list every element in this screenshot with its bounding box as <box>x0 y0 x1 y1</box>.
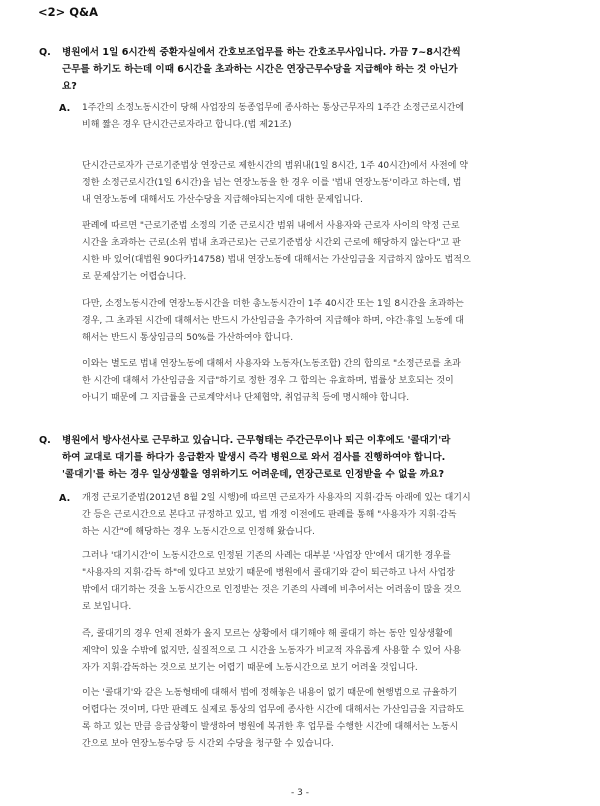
question-1-line: 병원에서 1일 6시간씩 중환자실에서 간호보조업무를 하는 간호조무사입니다. 가끔 7~8시간씩 <box>62 47 461 58</box>
question-2-line: '콜대기'를 하는 경우 일상생활을 영위하기도 어려운데, 연장근로로 인정받을 수 없을 까요? <box>62 469 445 480</box>
answer-line: 1주간의 소정노동시간이 당해 사업장의 동종업무에 종사하는 통상근무자의 1주간 소정근로시간에 <box>82 103 465 113</box>
question-1-marker: Q. <box>39 47 51 58</box>
answer-1-paragraph-5 <box>82 356 461 407</box>
answer-line: 판례에 따르면 "근로기준법 소정의 기준 근로시간 범위 내에서 사용자와 근로자 사이의 약정 근로 <box>82 221 460 231</box>
answer-1-paragraph-2 <box>82 158 468 209</box>
question-1-line: 근무를 하기도 하는데 이때 6시간을 초과하는 시간은 연장근무수당을 지급해야 하는 것 아닌가 <box>62 64 458 75</box>
answer-line: 어렵다는 것이며, 다만 판례도 실제로 통상의 업무에 종사한 시간에 대해서는 가산임금을 지급하도 <box>82 705 465 715</box>
question-2-marker: Q. <box>39 435 51 446</box>
answer-line: 록 하고 있는 만큼 응급상황이 발생하여 병원에 복귀한 후 업무를 수행한 시간에 대해서는 노동시 <box>82 722 459 732</box>
answer-line: 자가 지휘·감독하는 것으로 보기는 어렵기 때문에 노동시간으로 보기 어려울 것입니다. <box>82 663 418 673</box>
question-1 <box>39 44 461 95</box>
answer-2-marker: A. <box>59 493 71 504</box>
answer-line: 로 문제삼기는 어렵습니다. <box>82 272 187 282</box>
question-1-line: 요? <box>62 81 77 92</box>
answer-1-paragraph-1 <box>59 100 465 134</box>
answer-2-paragraph-3 <box>82 626 461 677</box>
answer-line: 그러나 '대기시간'이 노동시간으로 인정된 기존의 사례는 대부분 '사업장 안'에서 대기한 경우를 <box>82 551 451 561</box>
answer-line: 다만, 소정노동시간에 연장노동시간을 더한 총노동시간이 1주 40시간 또는 1일 8시간을 초과하는 <box>82 299 464 309</box>
answer-line: 아니기 때문에 그 지급률을 근로계약서나 단체협약, 취업규칙 등에 명시해야 합니다. <box>82 393 410 403</box>
answer-line: "사용자의 지휘·감독 하"에 있다고 보았기 때문에 병원에서 콜대기와 같이 퇴근하고 나서 사업장 <box>82 568 455 578</box>
answer-line: 제약이 있을 수밖에 없지만, 실질적으로 그 시간을 노동자가 비교적 자유롭게 사용할 수 있어 사용 <box>82 646 462 656</box>
answer-line: 간 등은 근로시간으로 본다고 규정하고 있고, 법 개정 이전에도 판례를 통해 "사용자가 지휘·감독 <box>82 510 457 520</box>
section-title: <2> Q&A <box>38 5 98 19</box>
answer-line: 해서는 반드시 통상임금의 50%를 가산하여야 합니다. <box>82 333 294 343</box>
answer-line: 하는 시간"에 해당하는 경우 노동시간으로 인정해 왔습니다. <box>82 527 315 537</box>
answer-line: 경우, 그 초과된 시간에 대해서는 반드시 가산임금을 추가하여 지급해야 하며, 야간·휴일 노동에 대 <box>82 316 464 326</box>
question-2-line: 병원에서 방사선사로 근무하고 있습니다. 근무형태는 주간근무이나 퇴근 이후에도 '콜대기'라 <box>62 435 451 446</box>
answer-line: 정한 소정근로시간(1일 6시간)을 넘는 연장노동을 한 경우 이를 '법내 연장노동'이라고 하는데, 법 <box>82 178 462 188</box>
answer-line: 로 보입니다. <box>82 602 132 612</box>
answer-2-paragraph-1 <box>59 490 471 541</box>
answer-line: 시한 바 있어(대법원 90다카14758) 법내 연장노동에 대해서는 가산임금을 지급하지 않아도 법적으 <box>82 255 471 265</box>
question-2 <box>39 432 451 483</box>
answer-line: 개정 근로기준법(2012년 8월 2일 시행)에 따르면 근로자가 사용자의 지휘·감독 아래에 있는 대기시 <box>82 493 471 503</box>
answer-1-paragraph-3 <box>82 218 471 286</box>
question-2-line: 하여 교대로 대기를 하다가 응급환자 발생시 즉각 병원으로 와서 검사를 진행하여야 합니다. <box>62 452 446 463</box>
answer-line: 이와는 별도로 법내 연장노동에 대해서 사용자와 노동자(노동조합) 간의 합의로 "소정근로를 초과 <box>82 359 461 369</box>
answer-1-marker: A. <box>59 103 71 114</box>
answer-line: 이는 '콜대기'와 같은 노동형태에 대해서 법에 정해놓은 내용이 없기 때문에 현행법으로 규율하기 <box>82 688 458 698</box>
answer-2-paragraph-2 <box>82 548 461 616</box>
answer-line: 간으로 보아 연장노동수당 등 시간외 수당을 청구할 수 있습니다. <box>82 739 334 749</box>
answer-line: 시간을 초과하는 근로(소위 법내 초과근로)는 근로기준법상 시간외 근로에 해당하지 않는다"고 판 <box>82 238 461 248</box>
answer-line: 비해 짧은 경우 단시간근로자라고 합니다.(법 제21조) <box>82 120 292 130</box>
answer-2-paragraph-4 <box>82 685 464 753</box>
answer-1-paragraph-4 <box>82 296 464 347</box>
answer-line: 밖에서 대기하는 것을 노동시간으로 인정받는 것은 기존의 사례에 비추어서는 어려움이 많을 것으 <box>82 585 462 595</box>
answer-line: 즉, 콜대기의 경우 언제 전화가 올지 모르는 상황에서 대기해야 해 콜대기 하는 동안 일상생활에 <box>82 629 453 639</box>
answer-line: 내 연장노동에 대해서도 가산수당을 지급해야되는지에 대한 문제입니다. <box>82 195 363 205</box>
answer-line: 단시간근로자가 근로기준법상 연장근로 제한시간의 범위내(1일 8시간, 1주 40시간)에서 사전에 약 <box>82 161 468 171</box>
answer-line: 한 시간에 대해서 가산임금을 지급"하기로 정한 경우 그 합의는 유효하며, 법률상 보호되는 것이 <box>82 376 454 386</box>
page-number: - 3 - <box>291 788 309 798</box>
